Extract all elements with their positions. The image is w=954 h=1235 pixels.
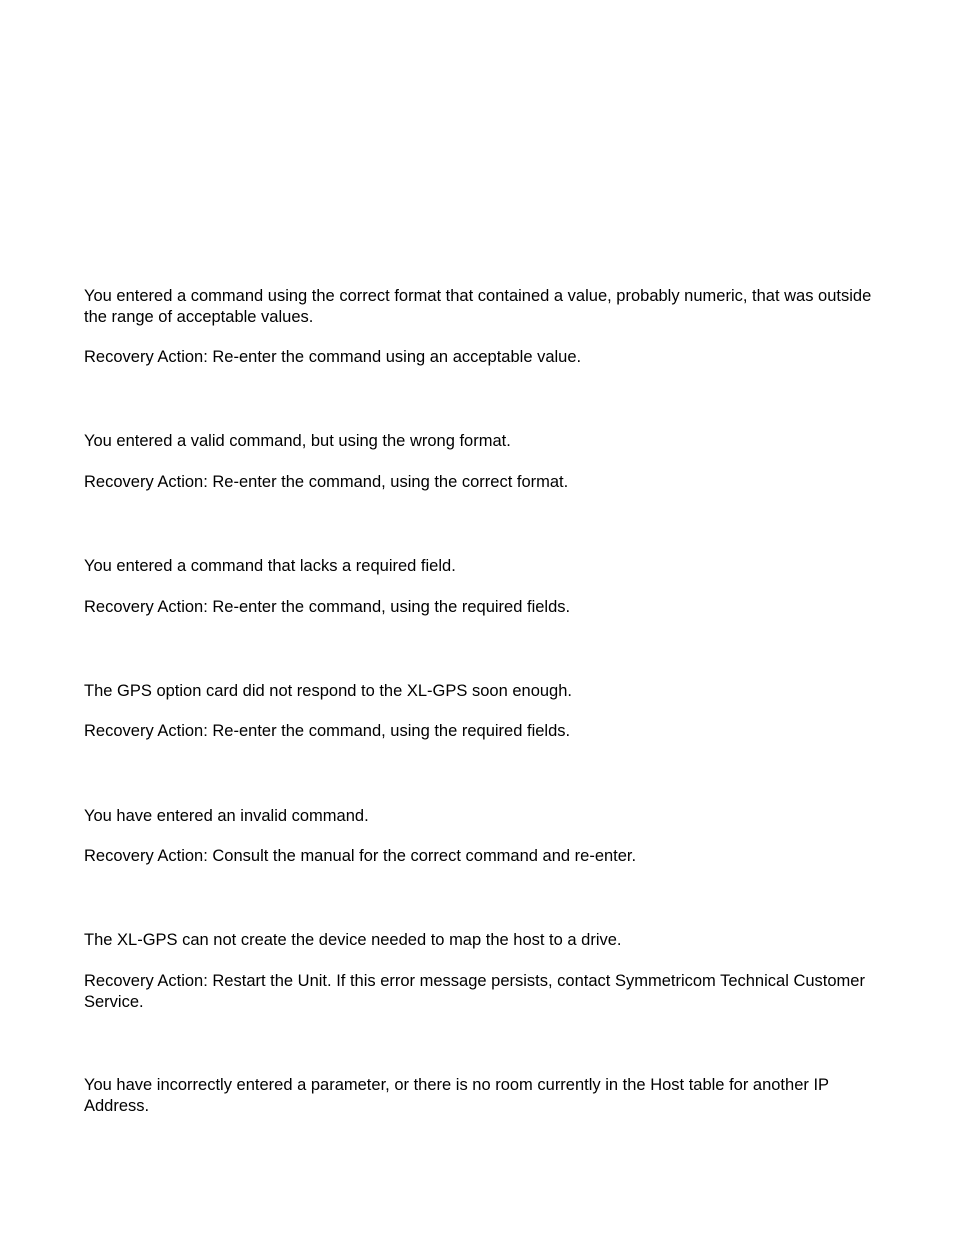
entry-5-description: You have entered an invalid command. [84,807,369,825]
entry-7-description: You have incorrectly entered a parameter, or there is no room currently in the Host table for another IP Address. [84,1076,829,1115]
entry-5-recovery-action: Recovery Action: Consult the manual for the correct command and re-enter. [84,847,637,865]
entry-4-recovery-action: Recovery Action: Re-enter the command, using the required fields. [84,722,571,740]
entry-1-recovery-action: Recovery Action: Re-enter the command using an acceptable value. [84,348,582,366]
entry-4-description: The GPS option card did not respond to the XL-GPS soon enough. [84,682,572,700]
entry-3-recovery-action: Recovery Action: Re-enter the command, using the required fields. [84,598,571,616]
entry-6-description: The XL-GPS can not create the device needed to map the host to a drive. [84,931,622,949]
entry-2-description: You entered a valid command, but using the wrong format. [84,432,511,450]
entry-2-recovery-action: Recovery Action: Re-enter the command, using the correct format. [84,473,569,491]
entry-6-recovery-action: Recovery Action: Restart the Unit. If this error message persists, contact Symmetricom Technical Customer Service. [84,972,865,1011]
entry-1-description: You entered a command using the correct format that contained a value, probably numeric, that was outside the range of acceptable values. [84,287,872,326]
entry-3-description: You entered a command that lacks a required field. [84,557,456,575]
